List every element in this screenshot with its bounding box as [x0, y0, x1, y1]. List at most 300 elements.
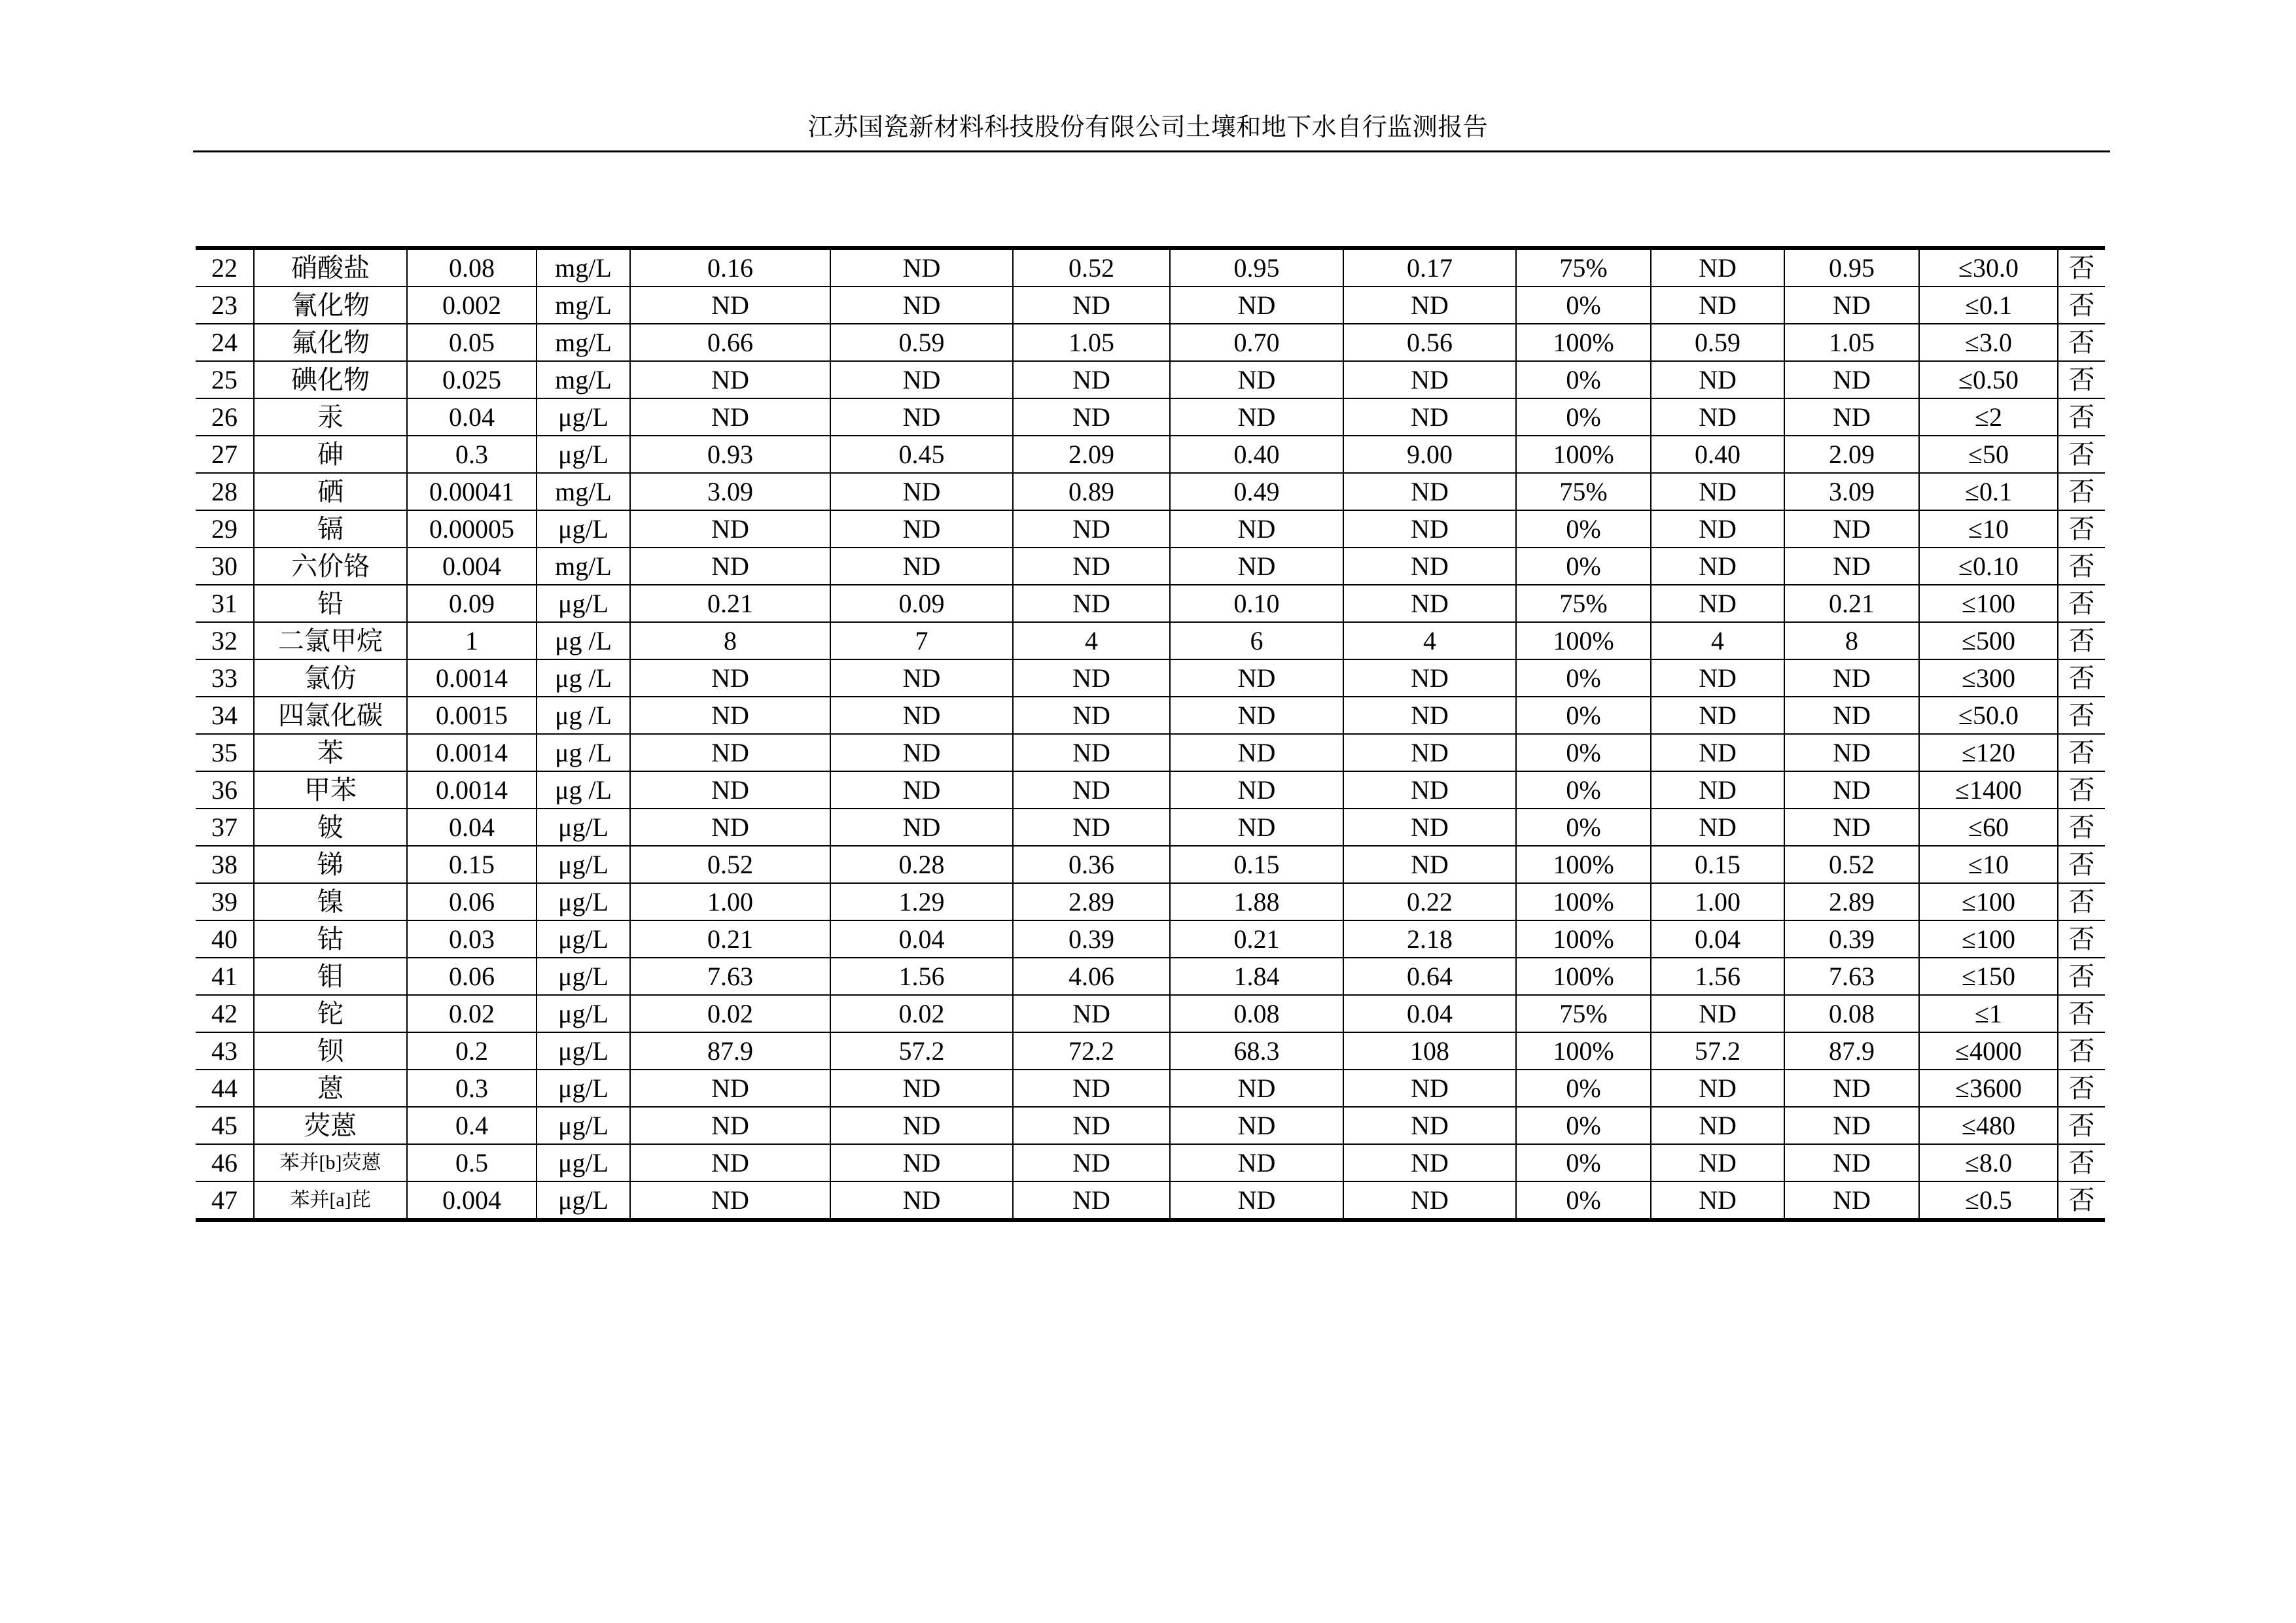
row-number-cell: 46	[196, 1144, 254, 1181]
unit-cell: μg /L	[537, 659, 630, 697]
monitoring-results-table	[196, 246, 2105, 1222]
table-row	[196, 1144, 2105, 1181]
exceed-flag-cell: 否	[2058, 473, 2105, 510]
min-value-cell: 0.40	[1651, 436, 1784, 473]
row-number-cell: 41	[196, 958, 254, 995]
max-value-cell: ND	[1784, 697, 1919, 734]
table-row	[196, 510, 2105, 548]
sample-4-cell: 0.70	[1170, 324, 1343, 361]
detection-limit-cell: 0.025	[407, 361, 537, 398]
detection-limit-cell: 0.5	[407, 1144, 537, 1181]
sample-1-cell: 0.52	[630, 846, 830, 883]
row-number-cell: 35	[196, 734, 254, 771]
standard-limit-cell: ≤1	[1919, 995, 2058, 1032]
min-value-cell: ND	[1651, 809, 1784, 846]
analyte-name-cell: 镉	[254, 510, 407, 548]
min-value-cell: ND	[1651, 659, 1784, 697]
detection-rate-cell: 0%	[1516, 361, 1651, 398]
row-number-cell: 45	[196, 1107, 254, 1144]
detection-rate-cell: 100%	[1516, 324, 1651, 361]
standard-limit-cell: ≤0.1	[1919, 287, 2058, 324]
sample-5-cell: 9.00	[1343, 436, 1516, 473]
sample-1-cell: 7.63	[630, 958, 830, 995]
sample-3-cell: ND	[1013, 809, 1170, 846]
row-number-cell: 37	[196, 809, 254, 846]
analyte-name-cell: 氟化物	[254, 324, 407, 361]
min-value-cell: ND	[1651, 1070, 1784, 1107]
sample-5-cell: ND	[1343, 1144, 1516, 1181]
analyte-name-cell: 钴	[254, 920, 407, 958]
max-value-cell: 1.05	[1784, 324, 1919, 361]
detection-rate-cell: 0%	[1516, 809, 1651, 846]
sample-5-cell: ND	[1343, 361, 1516, 398]
sample-1-cell: ND	[630, 1070, 830, 1107]
unit-cell: μg/L	[537, 995, 630, 1032]
sample-1-cell: 0.21	[630, 585, 830, 622]
unit-cell: mg/L	[537, 548, 630, 585]
sample-4-cell: 0.10	[1170, 585, 1343, 622]
analyte-name-cell: 四氯化碳	[254, 697, 407, 734]
sample-4-cell: ND	[1170, 771, 1343, 809]
row-number-cell: 31	[196, 585, 254, 622]
unit-cell: mg/L	[537, 324, 630, 361]
standard-limit-cell: ≤3600	[1919, 1070, 2058, 1107]
sample-2-cell: ND	[830, 473, 1013, 510]
analyte-name-cell: 铊	[254, 995, 407, 1032]
sample-5-cell: 4	[1343, 622, 1516, 659]
sample-1-cell: 8	[630, 622, 830, 659]
sample-3-cell: ND	[1013, 659, 1170, 697]
sample-2-cell: ND	[830, 248, 1013, 287]
sample-3-cell: ND	[1013, 734, 1170, 771]
standard-limit-cell: ≤0.1	[1919, 473, 2058, 510]
table-row	[196, 248, 2105, 287]
sample-3-cell: ND	[1013, 548, 1170, 585]
min-value-cell: ND	[1651, 995, 1784, 1032]
standard-limit-cell: ≤500	[1919, 622, 2058, 659]
max-value-cell: ND	[1784, 659, 1919, 697]
detection-rate-cell: 100%	[1516, 436, 1651, 473]
detection-limit-cell: 0.3	[407, 1070, 537, 1107]
standard-limit-cell: ≤120	[1919, 734, 2058, 771]
sample-3-cell: ND	[1013, 1181, 1170, 1220]
sample-5-cell: ND	[1343, 1107, 1516, 1144]
sample-3-cell: 0.52	[1013, 248, 1170, 287]
sample-2-cell: ND	[830, 1107, 1013, 1144]
detection-rate-cell: 0%	[1516, 510, 1651, 548]
exceed-flag-cell: 否	[2058, 510, 2105, 548]
page-header-title: 江苏国瓷新材料科技股份有限公司土壤和地下水自行监测报告	[807, 114, 1489, 141]
detection-rate-cell: 0%	[1516, 398, 1651, 436]
sample-5-cell: ND	[1343, 585, 1516, 622]
analyte-name-cell: 砷	[254, 436, 407, 473]
table-row	[196, 883, 2105, 920]
detection-rate-cell: 75%	[1516, 248, 1651, 287]
unit-cell: μg /L	[537, 734, 630, 771]
detection-limit-cell: 0.4	[407, 1107, 537, 1144]
standard-limit-cell: ≤8.0	[1919, 1144, 2058, 1181]
table-row	[196, 1070, 2105, 1107]
max-value-cell: ND	[1784, 771, 1919, 809]
sample-2-cell: 57.2	[830, 1032, 1013, 1070]
sample-4-cell: 0.15	[1170, 846, 1343, 883]
standard-limit-cell: ≤300	[1919, 659, 2058, 697]
max-value-cell: ND	[1784, 361, 1919, 398]
max-value-cell: ND	[1784, 1181, 1919, 1220]
sample-1-cell: 0.93	[630, 436, 830, 473]
row-number-cell: 36	[196, 771, 254, 809]
detection-limit-cell: 0.15	[407, 846, 537, 883]
standard-limit-cell: ≤50.0	[1919, 697, 2058, 734]
sample-2-cell: 0.04	[830, 920, 1013, 958]
max-value-cell: 0.39	[1784, 920, 1919, 958]
row-number-cell: 34	[196, 697, 254, 734]
sample-5-cell: 0.17	[1343, 248, 1516, 287]
unit-cell: μg/L	[537, 1070, 630, 1107]
sample-3-cell: 0.36	[1013, 846, 1170, 883]
sample-5-cell: ND	[1343, 287, 1516, 324]
sample-2-cell: ND	[830, 809, 1013, 846]
row-number-cell: 27	[196, 436, 254, 473]
sample-1-cell: ND	[630, 548, 830, 585]
sample-3-cell: ND	[1013, 510, 1170, 548]
detection-rate-cell: 75%	[1516, 995, 1651, 1032]
sample-2-cell: ND	[830, 771, 1013, 809]
analyte-name-cell: 苯并[b]荧蒽	[254, 1144, 407, 1181]
analyte-name-cell: 甲苯	[254, 771, 407, 809]
table-row	[196, 436, 2105, 473]
sample-5-cell: ND	[1343, 1070, 1516, 1107]
table-row	[196, 622, 2105, 659]
sample-2-cell: 0.28	[830, 846, 1013, 883]
max-value-cell: 87.9	[1784, 1032, 1919, 1070]
row-number-cell: 47	[196, 1181, 254, 1220]
max-value-cell: ND	[1784, 1144, 1919, 1181]
detection-rate-cell: 100%	[1516, 622, 1651, 659]
detection-limit-cell: 0.0015	[407, 697, 537, 734]
sample-2-cell: ND	[830, 734, 1013, 771]
sample-4-cell: ND	[1170, 734, 1343, 771]
sample-3-cell: ND	[1013, 995, 1170, 1032]
standard-limit-cell: ≤100	[1919, 920, 2058, 958]
analyte-name-cell: 苯并[a]芘	[254, 1181, 407, 1220]
table-row	[196, 398, 2105, 436]
exceed-flag-cell: 否	[2058, 883, 2105, 920]
min-value-cell: 1.00	[1651, 883, 1784, 920]
exceed-flag-cell: 否	[2058, 585, 2105, 622]
detection-limit-cell: 0.0014	[407, 659, 537, 697]
sample-2-cell: ND	[830, 361, 1013, 398]
sample-4-cell: 1.88	[1170, 883, 1343, 920]
standard-limit-cell: ≤60	[1919, 809, 2058, 846]
row-number-cell: 39	[196, 883, 254, 920]
sample-1-cell: ND	[630, 398, 830, 436]
sample-5-cell: ND	[1343, 510, 1516, 548]
analyte-name-cell: 苯	[254, 734, 407, 771]
table-row	[196, 1181, 2105, 1220]
sample-4-cell: 0.40	[1170, 436, 1343, 473]
exceed-flag-cell: 否	[2058, 398, 2105, 436]
detection-rate-cell: 100%	[1516, 883, 1651, 920]
standard-limit-cell: ≤2	[1919, 398, 2058, 436]
sample-5-cell: ND	[1343, 846, 1516, 883]
detection-limit-cell: 0.00005	[407, 510, 537, 548]
sample-3-cell: 0.39	[1013, 920, 1170, 958]
sample-2-cell: ND	[830, 510, 1013, 548]
detection-rate-cell: 75%	[1516, 473, 1651, 510]
sample-1-cell: ND	[630, 659, 830, 697]
exceed-flag-cell: 否	[2058, 920, 2105, 958]
sample-2-cell: ND	[830, 1144, 1013, 1181]
detection-rate-cell: 0%	[1516, 659, 1651, 697]
sample-3-cell: ND	[1013, 287, 1170, 324]
detection-rate-cell: 0%	[1516, 697, 1651, 734]
max-value-cell: 3.09	[1784, 473, 1919, 510]
sample-5-cell: 108	[1343, 1032, 1516, 1070]
max-value-cell: ND	[1784, 1107, 1919, 1144]
standard-limit-cell: ≤150	[1919, 958, 2058, 995]
max-value-cell: ND	[1784, 287, 1919, 324]
sample-4-cell: 0.95	[1170, 248, 1343, 287]
exceed-flag-cell: 否	[2058, 1181, 2105, 1220]
unit-cell: μg/L	[537, 585, 630, 622]
analyte-name-cell: 硒	[254, 473, 407, 510]
sample-4-cell: 0.21	[1170, 920, 1343, 958]
analyte-name-cell: 锑	[254, 846, 407, 883]
min-value-cell: ND	[1651, 287, 1784, 324]
standard-limit-cell: ≤3.0	[1919, 324, 2058, 361]
sample-4-cell: ND	[1170, 1070, 1343, 1107]
row-number-cell: 22	[196, 248, 254, 287]
max-value-cell: ND	[1784, 510, 1919, 548]
sample-2-cell: 0.02	[830, 995, 1013, 1032]
analyte-name-cell: 铍	[254, 809, 407, 846]
exceed-flag-cell: 否	[2058, 324, 2105, 361]
sample-1-cell: ND	[630, 287, 830, 324]
exceed-flag-cell: 否	[2058, 958, 2105, 995]
sample-1-cell: 0.02	[630, 995, 830, 1032]
sample-5-cell: ND	[1343, 659, 1516, 697]
detection-limit-cell: 0.2	[407, 1032, 537, 1070]
row-number-cell: 24	[196, 324, 254, 361]
exceed-flag-cell: 否	[2058, 697, 2105, 734]
analyte-name-cell: 钼	[254, 958, 407, 995]
min-value-cell: ND	[1651, 398, 1784, 436]
sample-2-cell: ND	[830, 1181, 1013, 1220]
detection-limit-cell: 0.04	[407, 398, 537, 436]
detection-limit-cell: 0.004	[407, 548, 537, 585]
exceed-flag-cell: 否	[2058, 1144, 2105, 1181]
row-number-cell: 26	[196, 398, 254, 436]
min-value-cell: ND	[1651, 548, 1784, 585]
max-value-cell: ND	[1784, 809, 1919, 846]
exceed-flag-cell: 否	[2058, 1070, 2105, 1107]
max-value-cell: 0.08	[1784, 995, 1919, 1032]
sample-3-cell: ND	[1013, 1070, 1170, 1107]
detection-limit-cell: 0.04	[407, 809, 537, 846]
detection-rate-cell: 0%	[1516, 1181, 1651, 1220]
detection-rate-cell: 0%	[1516, 771, 1651, 809]
sample-4-cell: ND	[1170, 697, 1343, 734]
max-value-cell: ND	[1784, 398, 1919, 436]
sample-1-cell: ND	[630, 1107, 830, 1144]
sample-1-cell: 3.09	[630, 473, 830, 510]
row-number-cell: 25	[196, 361, 254, 398]
sample-4-cell: ND	[1170, 809, 1343, 846]
analyte-name-cell: 氯仿	[254, 659, 407, 697]
detection-rate-cell: 100%	[1516, 958, 1651, 995]
detection-limit-cell: 0.0014	[407, 734, 537, 771]
detection-rate-cell: 0%	[1516, 287, 1651, 324]
sample-5-cell: 0.64	[1343, 958, 1516, 995]
exceed-flag-cell: 否	[2058, 548, 2105, 585]
table-row	[196, 771, 2105, 809]
standard-limit-cell: ≤480	[1919, 1107, 2058, 1144]
row-number-cell: 33	[196, 659, 254, 697]
standard-limit-cell: ≤30.0	[1919, 248, 2058, 287]
sample-1-cell: ND	[630, 1144, 830, 1181]
row-number-cell: 30	[196, 548, 254, 585]
standard-limit-cell: ≤1400	[1919, 771, 2058, 809]
sample-4-cell: ND	[1170, 361, 1343, 398]
standard-limit-cell: ≤0.50	[1919, 361, 2058, 398]
sample-3-cell: ND	[1013, 1144, 1170, 1181]
sample-2-cell: ND	[830, 697, 1013, 734]
analyte-name-cell: 钡	[254, 1032, 407, 1070]
row-number-cell: 28	[196, 473, 254, 510]
detection-rate-cell: 100%	[1516, 846, 1651, 883]
exceed-flag-cell: 否	[2058, 809, 2105, 846]
sample-5-cell: ND	[1343, 398, 1516, 436]
sample-1-cell: 0.16	[630, 248, 830, 287]
row-number-cell: 42	[196, 995, 254, 1032]
sample-4-cell: ND	[1170, 1107, 1343, 1144]
sample-5-cell: ND	[1343, 473, 1516, 510]
row-number-cell: 38	[196, 846, 254, 883]
sample-3-cell: 4	[1013, 622, 1170, 659]
table-row	[196, 1032, 2105, 1070]
exceed-flag-cell: 否	[2058, 361, 2105, 398]
detection-limit-cell: 0.05	[407, 324, 537, 361]
detection-limit-cell: 0.004	[407, 1181, 537, 1220]
detection-limit-cell: 0.08	[407, 248, 537, 287]
unit-cell: μg/L	[537, 436, 630, 473]
sample-4-cell: 68.3	[1170, 1032, 1343, 1070]
detection-rate-cell: 0%	[1516, 1070, 1651, 1107]
min-value-cell: ND	[1651, 1144, 1784, 1181]
unit-cell: μg/L	[537, 920, 630, 958]
unit-cell: mg/L	[537, 473, 630, 510]
sample-4-cell: ND	[1170, 548, 1343, 585]
min-value-cell: ND	[1651, 585, 1784, 622]
sample-3-cell: 0.89	[1013, 473, 1170, 510]
sample-4-cell: 0.49	[1170, 473, 1343, 510]
unit-cell: mg/L	[537, 361, 630, 398]
sample-2-cell: 7	[830, 622, 1013, 659]
unit-cell: μg/L	[537, 1144, 630, 1181]
min-value-cell: 0.15	[1651, 846, 1784, 883]
detection-rate-cell: 0%	[1516, 1107, 1651, 1144]
table-row	[196, 920, 2105, 958]
table-row	[196, 995, 2105, 1032]
standard-limit-cell: ≤100	[1919, 585, 2058, 622]
sample-1-cell: 0.66	[630, 324, 830, 361]
detection-limit-cell: 0.00041	[407, 473, 537, 510]
detection-rate-cell: 0%	[1516, 1144, 1651, 1181]
sample-5-cell: 0.22	[1343, 883, 1516, 920]
row-number-cell: 32	[196, 622, 254, 659]
min-value-cell: ND	[1651, 473, 1784, 510]
analyte-name-cell: 硝酸盐	[254, 248, 407, 287]
table-row	[196, 585, 2105, 622]
table-body	[196, 248, 2105, 1220]
sample-3-cell: ND	[1013, 1107, 1170, 1144]
sample-4-cell: 6	[1170, 622, 1343, 659]
sample-1-cell: ND	[630, 771, 830, 809]
sample-1-cell: ND	[630, 734, 830, 771]
table-row	[196, 809, 2105, 846]
detection-limit-cell: 0.06	[407, 958, 537, 995]
header-divider	[193, 150, 2110, 152]
detection-limit-cell: 0.3	[407, 436, 537, 473]
sample-4-cell: 1.84	[1170, 958, 1343, 995]
unit-cell: μg /L	[537, 697, 630, 734]
table-row	[196, 548, 2105, 585]
analyte-name-cell: 蒽	[254, 1070, 407, 1107]
sample-4-cell: ND	[1170, 659, 1343, 697]
standard-limit-cell: ≤10	[1919, 846, 2058, 883]
sample-1-cell: ND	[630, 510, 830, 548]
detection-limit-cell: 0.03	[407, 920, 537, 958]
max-value-cell: ND	[1784, 734, 1919, 771]
exceed-flag-cell: 否	[2058, 995, 2105, 1032]
sample-3-cell: 2.89	[1013, 883, 1170, 920]
analyte-name-cell: 汞	[254, 398, 407, 436]
min-value-cell: ND	[1651, 248, 1784, 287]
analyte-name-cell: 铅	[254, 585, 407, 622]
standard-limit-cell: ≤0.10	[1919, 548, 2058, 585]
sample-5-cell: ND	[1343, 734, 1516, 771]
row-number-cell: 23	[196, 287, 254, 324]
min-value-cell: 0.59	[1651, 324, 1784, 361]
unit-cell: mg/L	[537, 248, 630, 287]
min-value-cell: ND	[1651, 771, 1784, 809]
table-row	[196, 846, 2105, 883]
standard-limit-cell: ≤10	[1919, 510, 2058, 548]
sample-2-cell: 1.29	[830, 883, 1013, 920]
sample-1-cell: 87.9	[630, 1032, 830, 1070]
sample-3-cell: ND	[1013, 771, 1170, 809]
sample-5-cell: ND	[1343, 1181, 1516, 1220]
min-value-cell: ND	[1651, 1107, 1784, 1144]
detection-rate-cell: 75%	[1516, 585, 1651, 622]
sample-4-cell: ND	[1170, 1181, 1343, 1220]
standard-limit-cell: ≤50	[1919, 436, 2058, 473]
analyte-name-cell: 氰化物	[254, 287, 407, 324]
sample-1-cell: 0.21	[630, 920, 830, 958]
max-value-cell: 0.95	[1784, 248, 1919, 287]
detection-limit-cell: 1	[407, 622, 537, 659]
sample-4-cell: 0.08	[1170, 995, 1343, 1032]
sample-3-cell: ND	[1013, 697, 1170, 734]
min-value-cell: 4	[1651, 622, 1784, 659]
exceed-flag-cell: 否	[2058, 1032, 2105, 1070]
unit-cell: μg/L	[537, 398, 630, 436]
sample-2-cell: ND	[830, 1070, 1013, 1107]
sample-1-cell: ND	[630, 697, 830, 734]
row-number-cell: 44	[196, 1070, 254, 1107]
sample-2-cell: 0.45	[830, 436, 1013, 473]
